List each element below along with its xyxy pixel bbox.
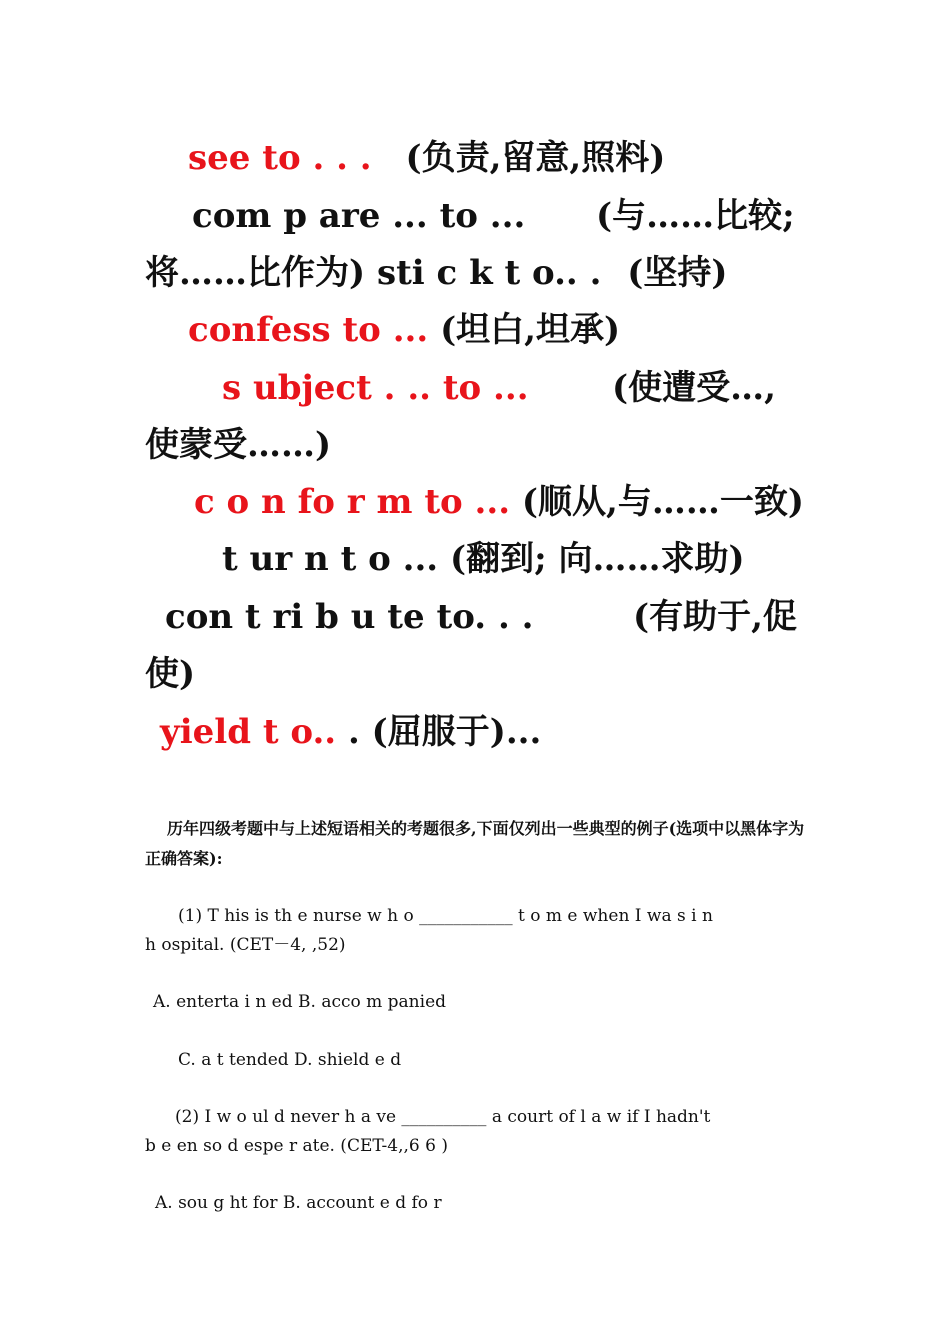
intro-paragraph: 历年四级考题中与上述短语相关的考题很多,下面仅列出一些典型的例子(选项中以黑体字为正确答案):: [145, 819, 805, 868]
phrase-chinese: (与……比较;: [596, 196, 795, 236]
phrase-english: con t ri b u te to. . .: [165, 597, 534, 637]
phrase-line: [188, 137, 665, 179]
phrase-english: com p are ... to ...: [192, 196, 526, 236]
phrase-chinese-continued: 使蒙受……): [145, 425, 332, 465]
phrase-english: t ur n t o ...: [222, 539, 439, 579]
phrase-english: s ubject . .. to ...: [222, 368, 529, 408]
phrase-chinese: (翻到; 向……求助): [449, 539, 745, 579]
question-2-line-2: b e en so d espe r ate. (CET-4,,6 6 ): [145, 1136, 448, 1156]
question-2-line-1: (2) I w o ul d never h a ve __________ a court of l a w if I hadn't: [175, 1107, 711, 1127]
phrase-line: [222, 367, 776, 409]
phrase-chinese-continued: 使): [145, 654, 196, 694]
phrase-line: [192, 195, 795, 237]
phrase-english: sti c k t o.. .: [376, 253, 602, 293]
phrase-english: c o n fo r m to ...: [194, 482, 511, 522]
phrase-english: see to . . .: [188, 138, 372, 178]
question-1-line-2: h ospital. (CET－4, ,52): [145, 935, 346, 955]
question-1-options-ab: A. enterta i n ed B. acco m panied: [153, 992, 447, 1012]
phrase-chinese: (坚持): [627, 253, 728, 293]
phrase-chinese: (有助于,促: [633, 597, 797, 637]
phrase-english: yield t o..: [160, 712, 337, 752]
phrase-chinese-continued: 将……比作为): [145, 253, 366, 293]
phrase-chinese: (坦白,坦承): [440, 310, 621, 350]
phrase-english: confess to ...: [188, 310, 429, 350]
phrase-chinese: (使遭受…,: [612, 368, 776, 408]
phrase-line: [188, 309, 620, 351]
phrase-line: [145, 252, 727, 294]
phrase-chinese: (顺从,与……一致): [521, 482, 804, 522]
question-2-options-ab: A. sou g ht for B. account e d fo r: [155, 1193, 442, 1213]
question-1-options-cd: C. a t tended D. shield e d: [178, 1050, 402, 1070]
phrase-line: [222, 538, 745, 580]
phrase-chinese: . (屈服于)...: [347, 712, 542, 752]
phrase-line-continued: [145, 424, 331, 466]
phrase-line-continued: [145, 653, 195, 695]
phrase-line: [165, 596, 797, 638]
phrase-line: [194, 481, 804, 523]
phrase-line: [160, 711, 541, 753]
question-1-line-1: (1) T his is th e nurse w h o ___________ t o m e when I wa s i n: [178, 906, 713, 926]
phrase-chinese: (负责,留意,照料): [405, 138, 666, 178]
